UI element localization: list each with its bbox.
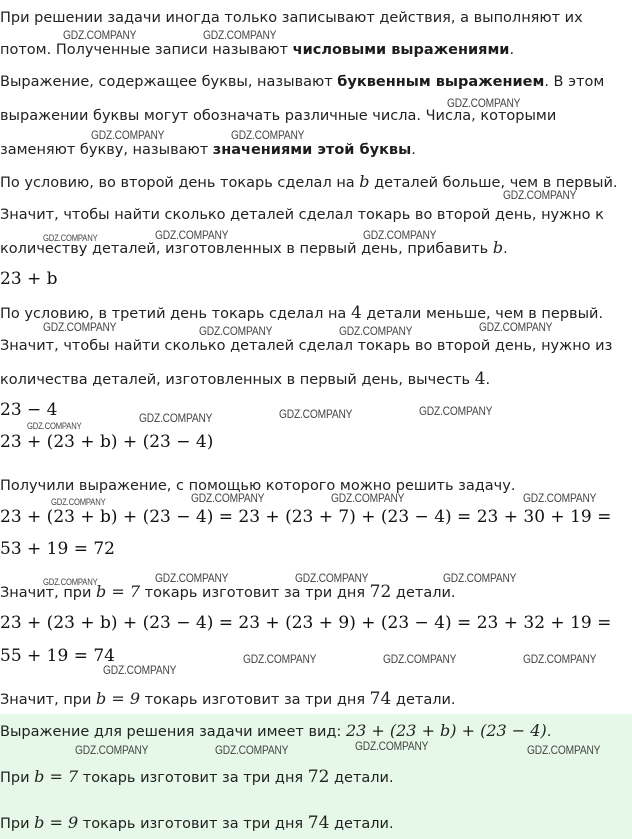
watermark: GDZ.COMPANY [63, 28, 137, 42]
watermark: GDZ.COMPANY [91, 128, 165, 142]
conclusion-b7: Значит, при b = 7 токарь изготовит за три дня 72 детали. [0, 582, 456, 602]
paragraph-line: По условию, во второй день токарь сделал на b деталей больше, чем в первый. [0, 172, 618, 191]
watermark: GDZ.COMPANY [443, 571, 517, 585]
watermark: GDZ.COMPANY [479, 320, 553, 334]
watermark: GDZ.COMPANY [447, 96, 521, 110]
watermark: GDZ.COMPANY [43, 233, 98, 243]
watermark: GDZ.COMPANY [243, 652, 317, 666]
paragraph-line: По условию, в третий день токарь сделал на 4 детали меньше, чем в первый. [0, 303, 604, 323]
paragraph-line: При решении задачи иногда только записывают действия, а выполняют их [0, 10, 583, 26]
expression-third-day: 23 − 4 [0, 400, 58, 420]
paragraph-line: потом. Полученные записи называют числовыми выражениями. [0, 42, 515, 58]
watermark: GDZ.COMPANY [295, 571, 369, 585]
watermark: GDZ.COMPANY [215, 743, 289, 757]
watermark: GDZ.COMPANY [75, 743, 149, 757]
watermark: GDZ.COMPANY [527, 743, 601, 757]
calculation-b9-line1: 23 + (23 + b) + (23 − 4) = 23 + (23 + 9) + (23 − 4) = 23 + 32 + 19 = [0, 613, 612, 633]
watermark: GDZ.COMPANY [139, 411, 213, 425]
conclusion-b9: Значит, при b = 9 токарь изготовит за три дня 74 детали. [0, 689, 456, 709]
watermark: GDZ.COMPANY [363, 228, 437, 242]
paragraph-line: заменяют букву, называют значениями этой буквы. [0, 142, 416, 158]
watermark: GDZ.COMPANY [279, 407, 353, 421]
watermark: GDZ.COMPANY [339, 324, 413, 338]
watermark: GDZ.COMPANY [43, 320, 117, 334]
watermark: GDZ.COMPANY [355, 739, 429, 753]
paragraph-line: Значит, чтобы найти сколько деталей сделал токарь во второй день, нужно из [0, 338, 613, 354]
watermark: GDZ.COMPANY [51, 497, 106, 507]
watermark: GDZ.COMPANY [191, 491, 265, 505]
watermark: GDZ.COMPANY [231, 128, 305, 142]
watermark: GDZ.COMPANY [503, 188, 577, 202]
term-letter-values: значениями этой буквы [212, 142, 412, 158]
watermark: GDZ.COMPANY [103, 663, 177, 677]
term-letter-expression: буквенным выражением [337, 74, 545, 90]
watermark: GDZ.COMPANY [523, 491, 597, 505]
watermark: GDZ.COMPANY [155, 228, 229, 242]
paragraph-line: Значит, чтобы найти сколько деталей сделал токарь во второй день, нужно к [0, 207, 604, 223]
watermark: GDZ.COMPANY [43, 577, 98, 587]
watermark: GDZ.COMPANY [331, 491, 405, 505]
paragraph-line: выражении буквы могут обозначать различные числа. Числа, которыми [0, 108, 557, 124]
watermark: GDZ.COMPANY [155, 571, 229, 585]
calculation-b7-line2: 53 + 19 = 72 [0, 539, 115, 559]
paragraph-line: Выражение, содержащее буквы, называют буквенным выражением. В этом [0, 74, 605, 90]
paragraph-line: Получили выражение, с помощью которого можно решить задачу. [0, 478, 516, 494]
answer-line-b7: При b = 7 токарь изготовит за три дня 72 детали. [0, 767, 394, 787]
watermark: GDZ.COMPANY [419, 404, 493, 418]
answer-line-b9: При b = 9 токарь изготовит за три дня 74 детали. [0, 813, 394, 833]
watermark: GDZ.COMPANY [27, 421, 82, 431]
calculation-b7-line1: 23 + (23 + b) + (23 − 4) = 23 + (23 + 7) + (23 − 4) = 23 + 30 + 19 = [0, 507, 612, 527]
paragraph-line: количеству деталей, изготовленных в первый день, прибавить b. [0, 238, 508, 257]
answer-line-expression: Выражение для решения задачи имеет вид: 23 + (23 + b) + (23 − 4). [0, 721, 552, 740]
paragraph-line: количества деталей, изготовленных в первый день, вычесть 4. [0, 369, 491, 389]
expression-total: 23 + (23 + b) + (23 − 4) [0, 432, 214, 452]
expression-second-day: 23 + b [0, 269, 58, 289]
watermark: GDZ.COMPANY [523, 652, 597, 666]
calculation-b9-line2: 55 + 19 = 74 [0, 646, 115, 666]
term-numeric-expressions: числовыми выражениями [292, 42, 510, 58]
watermark: GDZ.COMPANY [203, 28, 277, 42]
watermark: GDZ.COMPANY [383, 652, 457, 666]
watermark: GDZ.COMPANY [199, 324, 273, 338]
